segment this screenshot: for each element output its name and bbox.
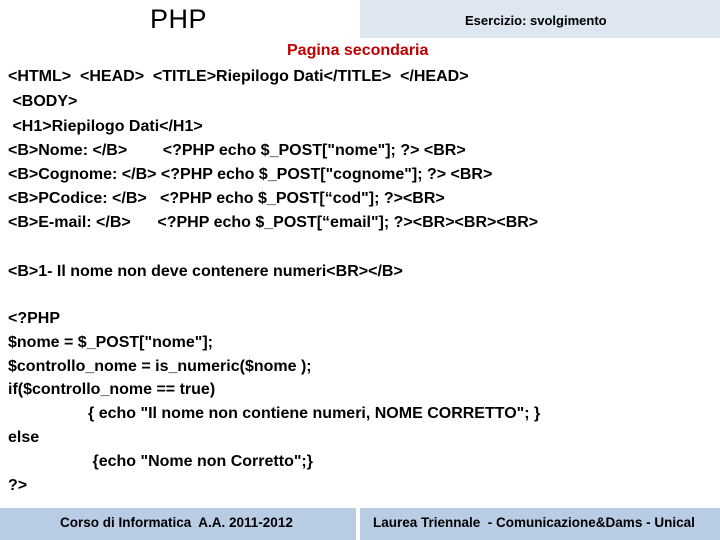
section-heading: Pagina secondaria <box>287 42 429 59</box>
html-code-line: <B>Cognome: </B> <?PHP echo $_POST["cognome"]; ?> <BR> <box>8 166 493 183</box>
html-code-line: <HTML> <HEAD> <TITLE>Riepilogo Dati</TITLE> </HEAD> <box>8 68 469 85</box>
footer-degree-text: Laurea Triennale - Comunicazione&Dams - Unical <box>373 515 695 530</box>
php-code-line: if($controllo_nome == true) <box>8 381 216 398</box>
html-code-line: <B>Nome: </B> <?PHP echo $_POST["nome"]; ?> <BR> <box>8 142 466 159</box>
html-code-line: <B>PCodice: </B> <?PHP echo $_POST[“cod"]; ?><BR> <box>8 190 445 207</box>
footer-course-text: Corso di Informatica A.A. 2011-2012 <box>60 515 293 530</box>
php-code-line: { echo "Il nome non contiene numeri, NOME CORRETTO"; } <box>8 405 541 422</box>
php-code-line: ?> <box>8 477 28 494</box>
php-code-line: {echo "Nome non Corretto";} <box>8 453 313 470</box>
page-header-subtitle: Esercizio: svolgimento <box>465 13 607 28</box>
php-code-line: $nome = $_POST["nome"]; <box>8 334 213 351</box>
php-code-line: $controllo_nome = is_numeric($nome ); <box>8 358 312 375</box>
php-code-line: else <box>8 429 40 446</box>
html-code-line: <BODY> <box>8 93 78 110</box>
page-title: PHP <box>150 4 208 34</box>
html-code-line: <H1>Riepilogo Dati</H1> <box>8 118 203 135</box>
bold-rule-line: <B>1- Il nome non deve contenere numeri<BR></B> <box>8 263 403 280</box>
html-code-line: <B>E-mail: </B> <?PHP echo $_POST[“email"]; ?><BR><BR><BR> <box>8 214 539 231</box>
php-code-line: <?PHP <box>8 310 61 327</box>
